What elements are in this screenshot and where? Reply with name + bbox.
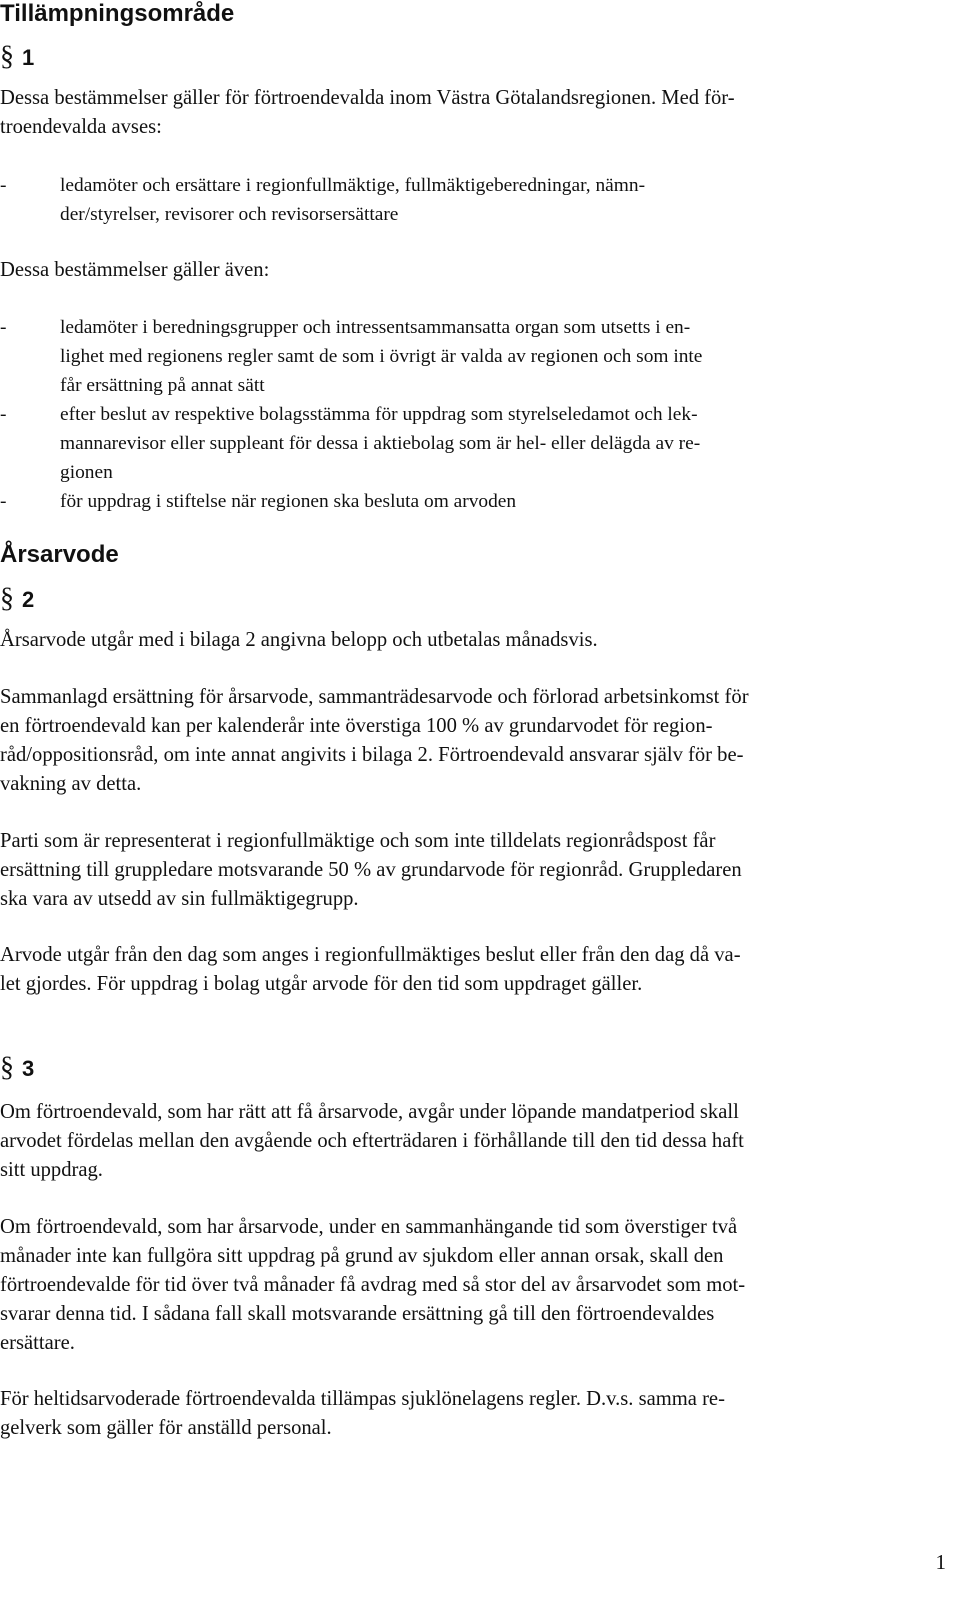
also-applies-line: Dessa bestämmelser gäller även:: [0, 259, 270, 281]
paragraph-arsarvode-1: Årsarvode utgår med i bilaga 2 angivna belopp och utbetalas månadsvis.: [0, 629, 598, 651]
section-heading-arsarvode: Årsarvode: [0, 541, 119, 568]
section-heading-tillampningsomrade: Tillämpningsområde: [0, 0, 235, 27]
paragraph-number-3: § 3: [0, 1052, 35, 1083]
paragraph-arsarvode-5: Om förtroendevald, som har rätt att få årsarvode, avgår under löpande mandatperiod skall arvodet fördelas mellan den avgående och efterträdaren i förhållande till den tid dessa haft sitt uppdrag.: [0, 1101, 744, 1181]
document-page: Tillämpningsområde § 1 Dessa bestämmelser gäller för förtroendevalda inom Västra Götalandsregionen. Med för- troendevalda avses: - ledamöter och ersättare i regionfullmäktige, fullmäktigeberedningar, nämn- der/styrelser, revisorer och revisorsersättare Dessa bestämmelser gäller även: - ledamöter i beredningsgrupper och intressentsammansatta organ som utsetts i en- lighet med regionens regler samt de som i övrigt är valda av regionen och som inte får ersättning på annat sätt - efter beslut av respektive bolagsstämma för uppdrag som styrelseledamot och lek- mannarevisor eller suppleant för dessa i aktiebolag som är hel- eller delägda av re- gionen - för uppdrag i stiftelse när regionen ska besluta om arvoden Årsarvode § 2 Årsarvode utgår med i bilaga 2 angivna belopp och utbetalas månadsvis. Sammanlagd ersättning för årsarvode, sammanträdesarvode och förlorad arbetsinkomst för en förtroendevald kan per kalenderår inte överstiga 100 % av grundarvodet för region- råd/oppositionsråd, om inte annat angivits i bilaga 2. Förtroendevald ansvarar själv för be- vakning av detta. Parti som är representerat i regionfullmäktige och som inte tilldelats regionrådspost får ersättning till gruppledare motsvarande 50 % av grundarvode för regionråd. Gruppledaren ska vara av utsedd av sin fullmäktigegrupp. Arvode utgår från den dag som anges i regionfullmäktiges beslut eller från den dag då va- let gjordes. För uppdrag i bolag utgår arvode för den tid som uppdraget gäller. § 3 Om förtroendevald, som har rätt att få årsarvode, avgår under löpande mandatperiod skall arvodet fördelas mellan den avgående och efterträdaren i förhållande till den tid dessa haft sitt uppdrag. Om förtroendevald, som har årsarvode, under en sammanhängande tid som överstiger två månader inte kan fullgöra sitt uppdrag på grund av sjukdom eller annan orsak, skall den förtroendevalde för tid över två månader få avdrag med så stor del av årsarvodet som mot- svarar denna tid. I sådana fall skall motsvarande ersättning gå till den förtroendevaldes ersättare. För heltidsarvoderade förtroendevalda tillämpas sjuklönelagens regler. D.v.s. samma re- gelverk som gäller för anställd personal. 1: [0, 0, 946, 1574]
section-symbol: §: [0, 41, 14, 72]
intro-paragraph: Dessa bestämmelser gäller för förtroendevalda inom Västra Götalandsregionen. Med för- troendevalda avses:: [0, 87, 735, 138]
paragraph-number-1: § 1: [0, 41, 35, 72]
paragraph-arsarvode-7: För heltidsarvoderade förtroendevalda tillämpas sjuklönelagens regler. D.v.s. samma re- gelverk som gäller för anställd personal.: [0, 1388, 725, 1439]
section-symbol: §: [0, 583, 14, 614]
paragraph-arsarvode-6: Om förtroendevald, som har årsarvode, under en sammanhängande tid som överstiger två månader inte kan fullgöra sitt uppdrag på grund av sjukdom eller annan orsak, skall den förtroendevalde för tid över två månader få avdrag med så stor del av årsarvodet som mot- svarar denna tid. I sådana fall skall motsvarande ersättning gå till den förtroendevaldes ersättare.: [0, 1216, 746, 1354]
section-symbol: §: [0, 1052, 14, 1083]
paragraph-arsarvode-2: Sammanlagd ersättning för årsarvode, sammanträdesarvode och förlorad arbetsinkomst för en förtroendevald kan per kalenderår inte överstiga 100 % av grundarvodet för region- råd/oppositionsråd, om inte annat angivits i bilaga 2. Förtroendevald ansvarar själv för be- vakning av detta.: [0, 686, 749, 795]
page-number: 1: [935, 1550, 946, 1574]
paragraph-arsarvode-4: Arvode utgår från den dag som anges i regionfullmäktiges beslut eller från den dag då va- let gjordes. För uppdrag i bolag utgår arvode för den tid som uppdraget gäller.: [0, 944, 741, 995]
paragraph-arsarvode-3: Parti som är representerat i regionfullmäktige och som inte tilldelats regionrådspost får ersättning till gruppledare motsvarande 50 % av grundarvode för regionråd. Gruppledaren ska vara av utsedd av sin fullmäktigegrupp.: [0, 830, 742, 910]
paragraph-number-2: § 2: [0, 583, 35, 614]
